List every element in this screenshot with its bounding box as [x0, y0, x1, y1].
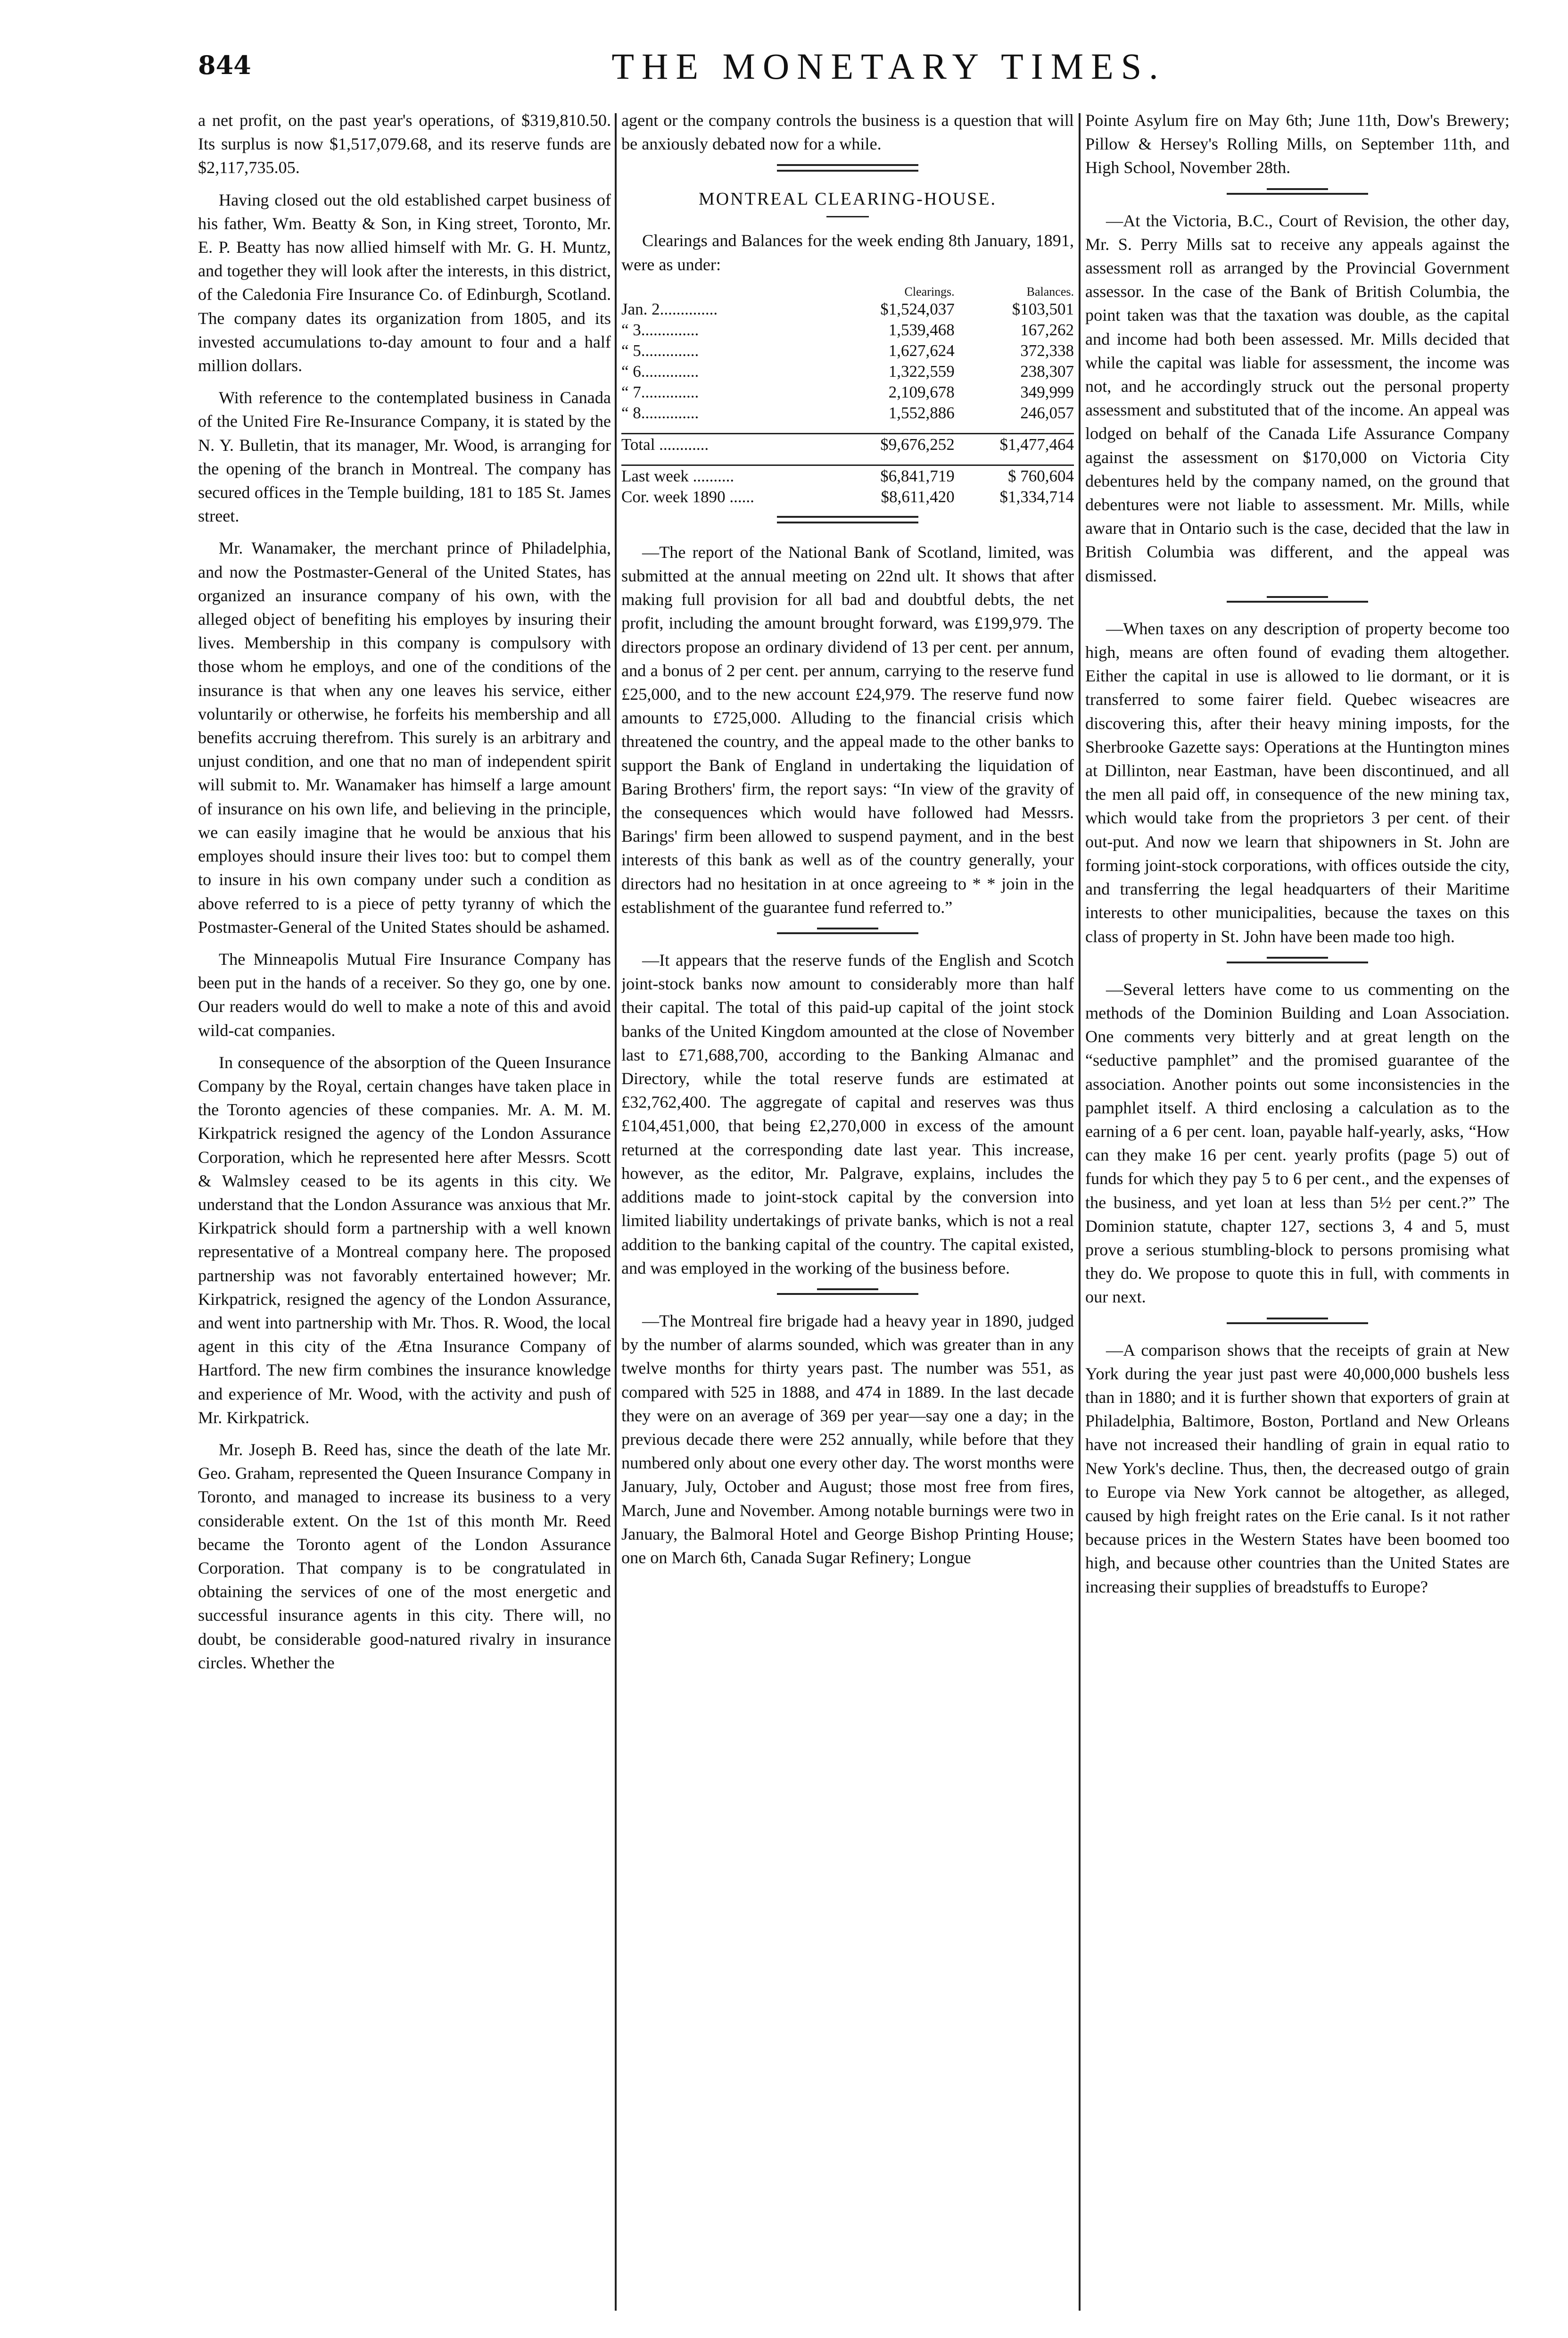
cor-week-row — [621, 487, 1074, 507]
section-divider — [621, 516, 1074, 523]
column-rule — [615, 113, 617, 2311]
section-divider — [621, 1288, 1074, 1295]
article-paragraph: In consequence of the absorption of the Queen Insurance Company by the Royal, certain changes have taken place in the Toronto agencies of these companies. Mr. A. M. M. Kirkpatrick resigned the agency of the London Assurance Corporation, which he represented here after Messrs. Scott & Walmsley ceased to be its agents in this city. We understand that the London Assurance was anxious that Mr. Kirkpatrick should form a partnership with a well known representative of a Montreal company here. The proposed partnership was not favorably entertained however; Mr. Kirkpatrick, resigned the agency of the London Assurance, and went into partnership with Mr. Thos. R. Wood, the local agent in this city of the Ætna Insurance Company of Hartford. The new firm combines the insurance knowledge and experience of Mr. Wood, with the activity and push of Mr. Kirkpatrick. — [198, 1053, 611, 1427]
row-clearings: $1,524,037 — [880, 299, 955, 318]
clearing-house-table — [621, 285, 1074, 507]
article-paragraph: —Several letters have come to us commenting on the methods of the Dominion Building and Loan Association. One comments very bitterly and at great length on the “seductive pamphlet” and the promised guarantee of the association. Another points out some inconsistencies in the pamphlet itself. A third enclosing a calculation as to the earning of a 6 per cent. loan, payable half-yearly, asks, “How can they make 16 per cent. yearly profits (page 5) out of funds for which they pay 5 to 6 per cent., and the expenses of the business, and yet loan at less than 5½ per cent.?” The Dominion statute, chapter 127, sections 3, 4 and 5, must prove a serious stumbling-block to persons promising what they do. We propose to quote this in full, with comments in our next. — [1085, 979, 1510, 1307]
row-balances: 246,057 — [1020, 403, 1074, 422]
article-paragraph: Mr. Joseph B. Reed has, since the death of the late Mr. Geo. Graham, represented the Queen Insurance Company in Toronto, and managed to increase its business to a very considerable extent. On the 1st of this month Mr. Reed became the Toronto agent of the London Assurance Corporation. That company is to be congratulated in obtaining the services of one of the most energetic and successful insurance agents in this city. There will, no doubt, be considerable good-natured rivalry in insurance circles. Whether the — [198, 1440, 611, 1672]
section-divider — [1085, 596, 1510, 603]
article-paragraph: —The Montreal fire brigade had a heavy year in 1890, judged by the number of alarms sounded, which was greater than in any twelve months for thirty years past. The number was 551, as compared with 525 in 1888, and 474 in 1889. In the last decade they were on an average of 369 per year—say one a day; in the previous decade there were 252 annually, while before that they numbered only about one every other day. The worst months were January, July, October and August; those most free from fires, March, June and November. Among notable burnings were two in January, the Balmoral Hotel and George Bishop Printing House; one on March 6th, Canada Sugar Refinery; Longue — [621, 1311, 1074, 1567]
row-balances: 167,262 — [1020, 320, 1074, 339]
table-row — [621, 361, 1074, 382]
total-row — [621, 433, 1074, 455]
clearings-column-header: Clearings. — [904, 284, 955, 298]
cor-week-clearings: $8,611,420 — [881, 487, 955, 506]
table-row — [621, 403, 1074, 423]
section-divider — [1085, 1318, 1510, 1324]
total-label: Total ............ — [621, 433, 835, 455]
row-clearings: 1,552,886 — [888, 403, 955, 422]
row-date: “ 8.............. — [621, 403, 699, 422]
column-1 — [198, 108, 611, 2315]
table-row — [621, 382, 1074, 403]
row-balances: 238,307 — [1020, 362, 1074, 381]
balances-column-header: Balances. — [1026, 284, 1074, 298]
article-paragraph: The Minneapolis Mutual Fire Insurance Company has been put in the hands of a receiver. So they go, one by one. Our readers would do well to make a note of this and avoid wild-cat companies. — [198, 949, 611, 1040]
heading-rule — [826, 216, 869, 217]
article-paragraph: Having closed out the old established carpet business of his father, Wm. Beatty & Son, in King street, Toronto, Mr. E. P. Beatty has now allied himself with Mr. G. H. Muntz, and together they will look after the interests, in this district, of the Caledonia Fire Insurance Co. of Edinburgh, Scotland. The company dates its organization from 1805, and its invested accumulations to-day amount to four and a half million dollars. — [198, 190, 611, 375]
article-paragraph: agent or the company controls the business is a question that will be anxiously debated now for a while. — [621, 111, 1074, 154]
clearing-house-heading: MONTREAL CLEARING-HOUSE. — [698, 189, 997, 209]
page-number: 844 — [198, 50, 251, 80]
article-paragraph: Mr. Wanamaker, the merchant prince of Philadelphia, and now the Postmaster-General of the United States, has organized an insurance company of his own, with the alleged object of benefiting his employes by insuring their lives. Membership in this company is compulsory with those whom he employs, and one of the conditions of the insurance is that when any one leaves his service, either voluntarily or otherwise, he forfeits his membership and all benefits accruing therefrom. This surely is an arbitrary and unjust condition, and one that no man of independent spirit will submit to. Mr. Wanamaker has himself a large amount of insurance on his own life, and believing in the principle, we can easily imagine that he would be anxious that his employes should insure their lives too: but to compel them to insure in his own company under such a condition as above referred to is a piece of petty tyranny of which the Postmaster-General of the United States should be ashamed. — [198, 539, 611, 937]
section-divider — [621, 928, 1074, 934]
article-paragraph: With reference to the contemplated business in Canada of the United Fire Re-Insurance Company, it is stated by the N. Y. Bulletin, that its manager, Mr. Wood, is arranging for the opening of the branch in Montreal. The company has secured offices in the Temple building, 181 to 185 St. James street. — [198, 388, 611, 526]
article-paragraph: Pointe Asylum fire on May 6th; June 11th, Dow's Brewery; Pillow & Hersey's Rolling Mills, on September 11th, and High School, November 28th. — [1085, 111, 1510, 177]
total-balances: $1,477,464 — [955, 433, 1074, 455]
article-paragraph: —It appears that the reserve funds of the English and Scotch joint-stock banks now amount to considerably more than half their capital. The total of this paid-up capital of the joint stock banks of the United Kingdom amounted at the close of November last to £71,688,700, according to the Banking Almanac and Directory, while the total reserve funds are estimated at £32,762,400. The aggregate of capital and reserves was thus £104,451,000, that being £2,270,000 in excess of the amount returned at the corresponding date last year. This increase, however, as the editor, Mr. Palgrave, explains, includes the additions made to joint-stock capital by the conversion into limited liability undertakings of private banks, which is not a real addition to the banking capital of the country. The capital existed, and was employed in the working of the business before. — [621, 951, 1074, 1277]
last-week-row — [621, 465, 1074, 487]
newspaper-title: THE MONETARY TIMES. — [611, 46, 1166, 87]
article-paragraph: —The report of the National Bank of Scotland, limited, was submitted at the annual meeting on 22nd ult. It shows that after making full provision for all bad and doubtful debts, the net profit, including the amount brought forward, was £199,979. The directors propose an ordinary dividend of 13 per cent. per annum, and a bonus of 2 per cent. per annum, carrying to the reserve fund £25,000, and to the new account £24,979. The reserve fund now amounts to £725,000. Alluding to the financial crisis which threatened the country, and the appeal made to the other banks to support the Bank of England in undertaking the liquidation of Baring Brothers' firm, the report says: “In view of the gravity of the consequences which would have followed had Messrs. Barings' firm been allowed to suspend payment, and in the best interests of this bank as well as of the country generally, your directors had no hesitation in at once agreeing to * * join in the establishment of the guarantee fund referred to.” — [621, 542, 1074, 917]
row-clearings: 1,539,468 — [888, 320, 955, 339]
masthead — [198, 45, 1568, 102]
row-clearings: 1,627,624 — [888, 341, 955, 360]
row-balances: $103,501 — [1012, 299, 1074, 318]
table-row — [621, 320, 1074, 340]
row-date: Jan. 2.............. — [621, 299, 718, 318]
row-date: “ 5.............. — [621, 341, 699, 360]
last-week-clearings: $6,841,719 — [835, 465, 954, 487]
row-clearings: 1,322,559 — [888, 362, 955, 381]
row-balances: 372,338 — [1020, 341, 1074, 360]
last-week-label: Last week .......... — [621, 465, 835, 487]
total-clearings: $9,676,252 — [835, 433, 954, 455]
article-paragraph: a net profit, on the past year's operations, of $319,810.50. Its surplus is now $1,517,079.68, and its reserve funds are $2,117,735.05. — [198, 111, 611, 177]
row-date: “ 6.............. — [621, 362, 699, 381]
section-divider — [1085, 957, 1510, 963]
section-divider — [621, 164, 1074, 172]
row-date: “ 7.............. — [621, 382, 699, 401]
section-divider — [1085, 188, 1510, 195]
table-row — [621, 299, 1074, 320]
article-paragraph: —When taxes on any description of property become too high, means are often found of evading them altogether. Either the capital in use is allowed to lie dormant, or it is transferred to some fairer field. Quebec wiseacres are discovering this, after their heavy mining imposts, for the Sherbrooke Gazette says: Operations at the Huntington mines at Dillinton, near Eastman, have been discontinued, and all the men all paid off, in consequence of the new mining tax, which would take from the proprietors 3 per cent. of their out-put. And now we learn that shipowners in St. John are forming joint-stock corporations, with offices outside the city, and transferring the legal headquarters of their Maritime interests to other municipalities, because the taxes on this class of property in St. John have been made too high. — [1085, 619, 1510, 946]
cor-week-balances: $1,334,714 — [999, 487, 1074, 506]
last-week-balances: $ 760,604 — [955, 465, 1074, 487]
column-2 — [621, 108, 1074, 2315]
clearing-house-caption: Clearings and Balances for the week ending 8th January, 1891, were as under: — [621, 231, 1074, 274]
table-row — [621, 340, 1074, 361]
row-balances: 349,999 — [1020, 382, 1074, 401]
column-3 — [1085, 108, 1510, 2315]
row-date: “ 3.............. — [621, 320, 699, 339]
cor-week-label: Cor. week 1890 ...... — [621, 487, 754, 506]
article-paragraph: —At the Victoria, B.C., Court of Revision, the other day, Mr. S. Perry Mills sat to receive any appeals against the assessment roll as arranged by the Provincial Government assessor. In the case of the Bank of British Columbia, the point taken was that the taxation was double, as the capital and income had both been assessed. Mr. Mills decided that while the capital was liable for assessment, the income was not, and he accordingly struck out the personal property assessment and substituted that of the income. An appeal was lodged on behalf of the Canada Life Assurance Company against the assessment on $170,000 on Victoria City debentures held by the company named, on the ground that debentures were not liable to assessment. Mr. Mills, while aware that in Ontario such is the case, decided that the law in British Columbia was different, and the appeal was dismissed. — [1085, 211, 1510, 585]
column-rule — [1079, 113, 1081, 2311]
row-clearings: 2,109,678 — [888, 382, 955, 401]
article-paragraph: —A comparison shows that the receipts of grain at New York during the year just past were 40,000,000 bushels less than in 1880; and it is further shown that exporters of grain at Philadelphia, Baltimore, Boston, Portland and New Orleans have not increased their handling of grain in equal ratio to New York's decline. Thus, then, the decreased outgo of grain to Europe via New York cannot be altogether, as alleged, caused by high freight rates on the Erie canal. Is it not rather because prices in the Western States have been boomed too high, and because other countries than the United States are increasing their supplies of breadstuffs to Europe? — [1085, 1340, 1510, 1596]
